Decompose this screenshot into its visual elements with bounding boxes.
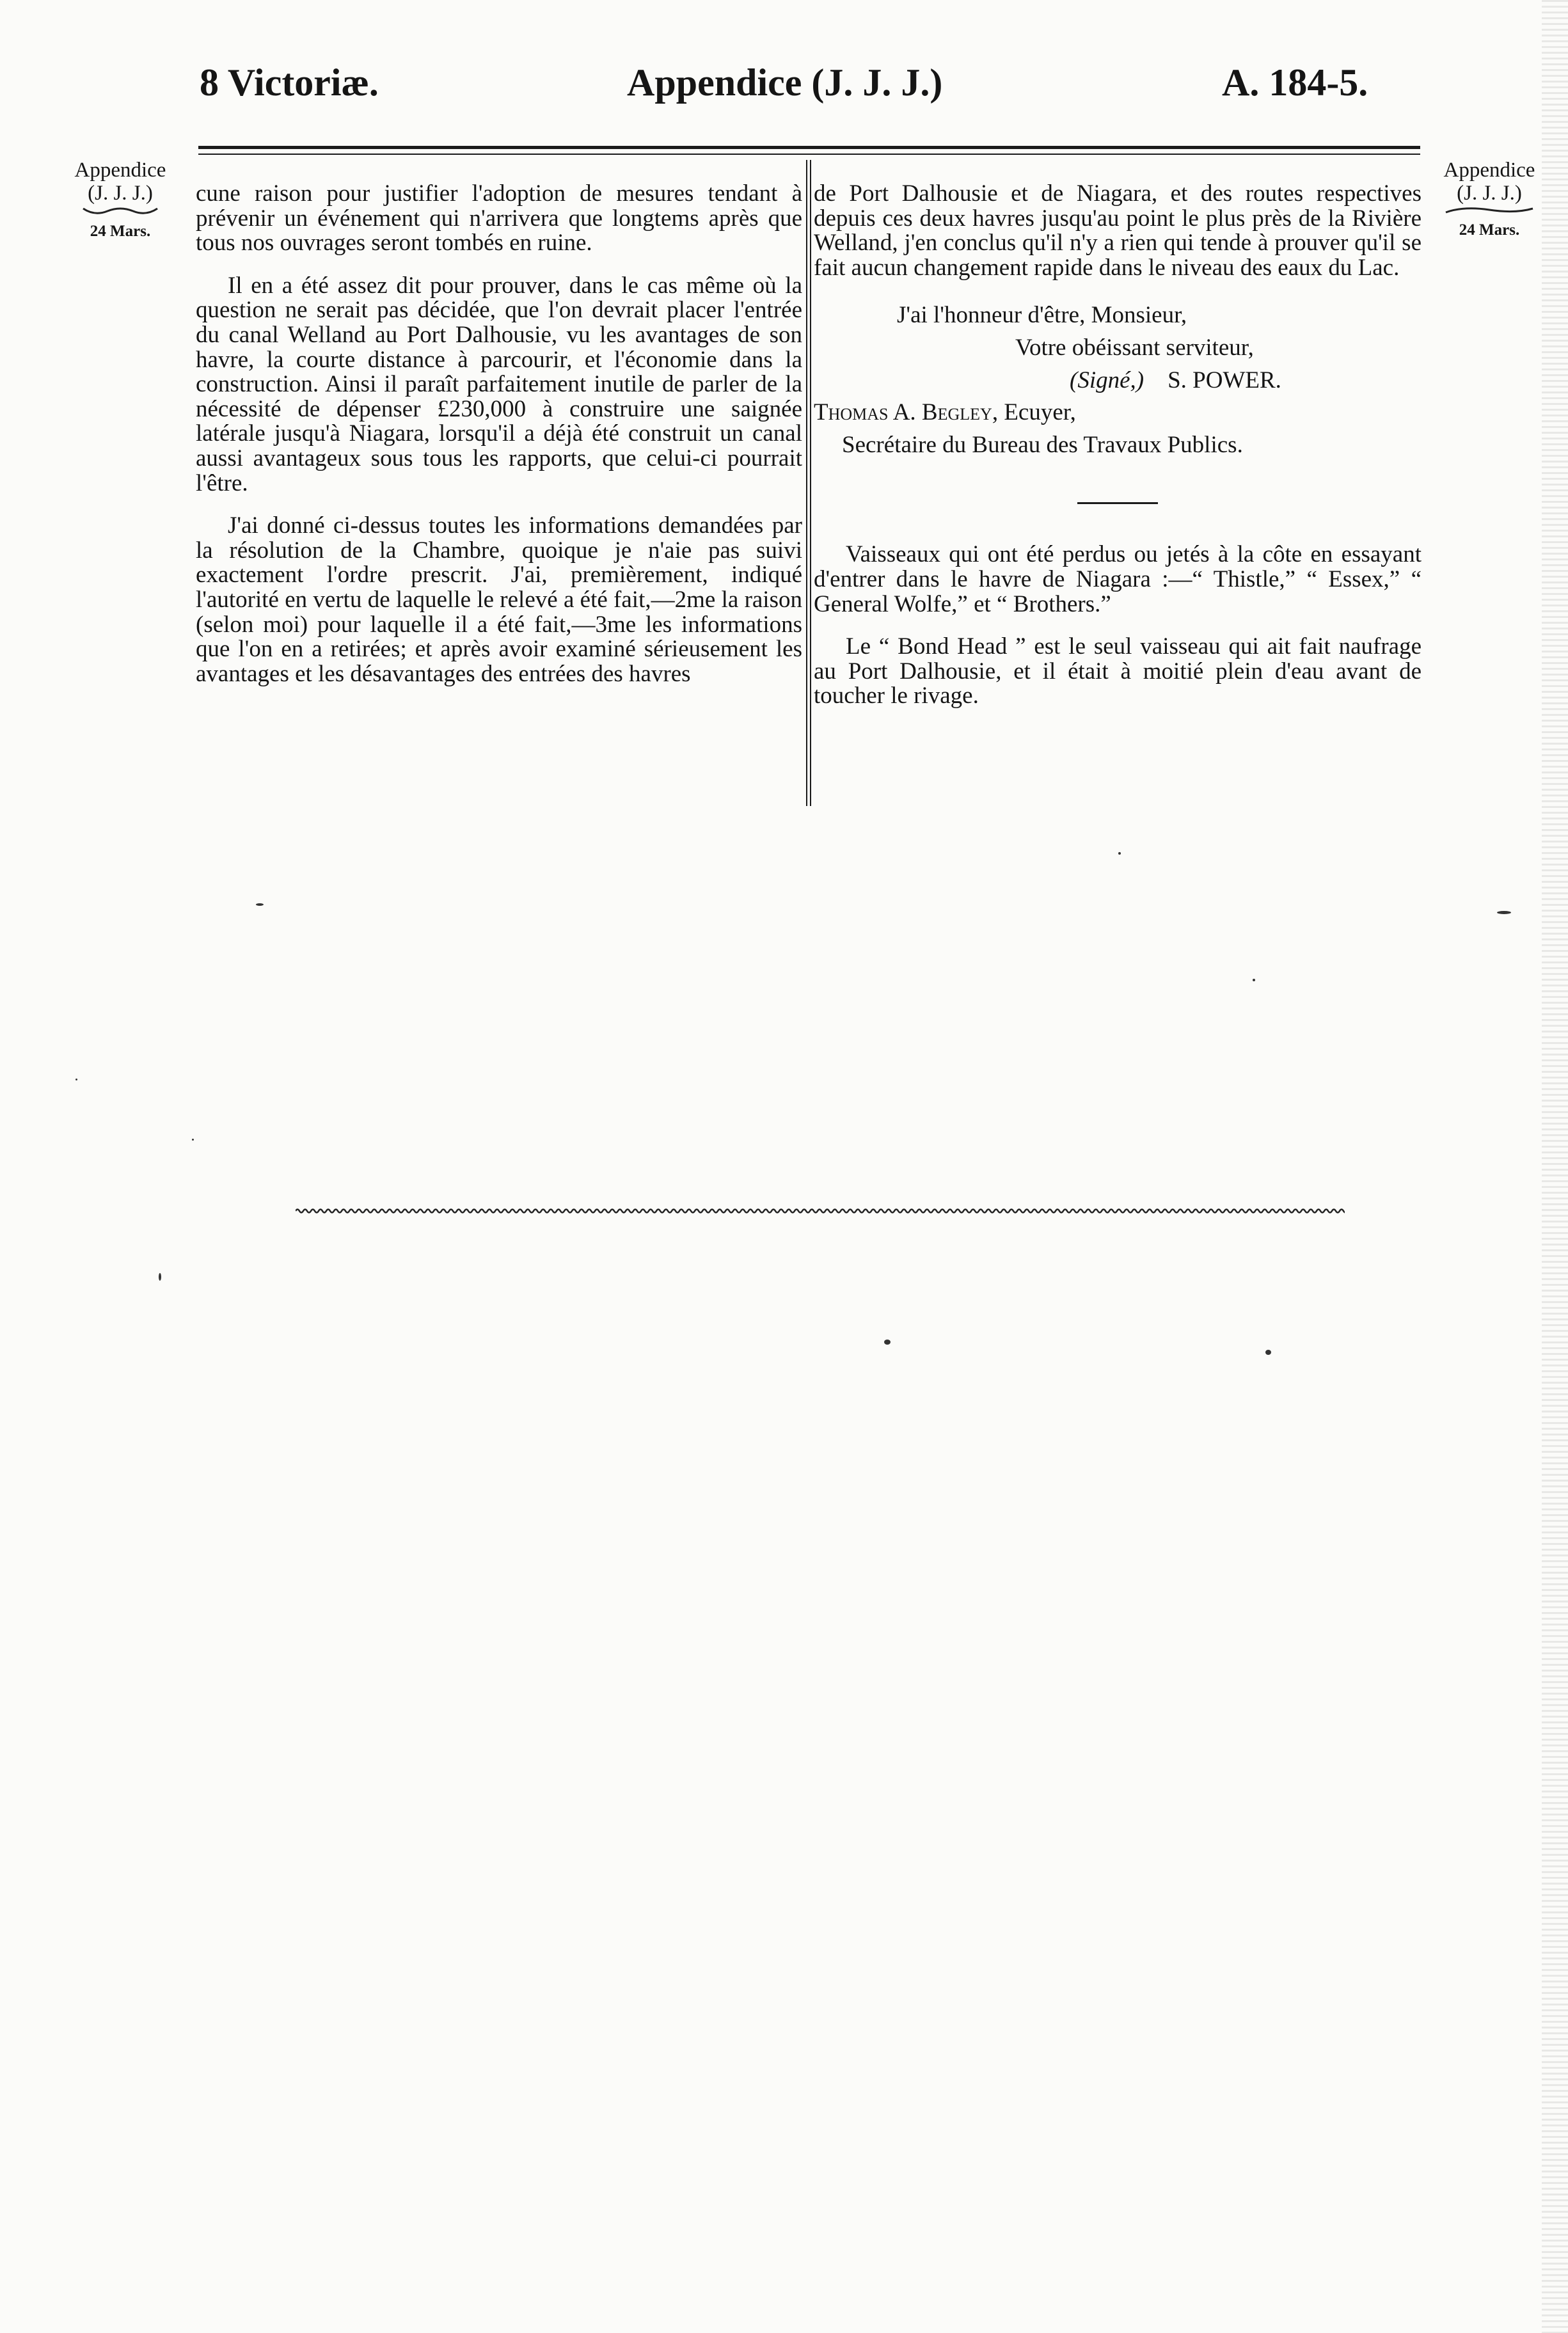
scan-speck [192, 1139, 194, 1141]
scan-speck [1497, 911, 1511, 914]
header-rule-thin [198, 154, 1420, 155]
running-head-right: A. 184-5. [1222, 61, 1368, 104]
addressee-role: Secrétaire du Bureau des Travaux Publics. [842, 431, 1243, 458]
paragraph: de Port Dalhousie et de Niagara, et des routes respectives depuis ces deux havres jusqu'au point le plus près de la Rivière Welland, j'en conclus qu'il n'y a rien qui tende à prouver qu'il se fait aucun changement rapide dans le niveau des eaux du Lac. [814, 180, 1421, 281]
section-rule [1077, 502, 1158, 504]
scan-speck [75, 1079, 77, 1080]
scan-speck [1265, 1350, 1271, 1355]
header-rule-thick [198, 146, 1420, 149]
running-head-left: 8 Victoriæ. [200, 61, 379, 104]
scan-speck [1253, 979, 1255, 981]
wavy-end-rule [296, 1206, 1345, 1215]
addressee-title: , Ecuyer, [992, 399, 1076, 426]
closing-line: J'ai l'honneur d'être, Monsieur, [897, 302, 1187, 329]
paragraph: Le “ Bond Head ” est le seul vaisseau qui ait fait naufrage au Port Dalhousie, et il était à moitié plein d'eau avant de toucher le rivage. [814, 633, 1421, 709]
margin-note-title: Appendice [74, 159, 166, 182]
paragraph: Il en a été assez dit pour prouver, dans le cas même où la question ne serait pas décidée, que l'on devrait placer l'entrée du canal Welland au Port Dalhousie, vu les avantages de son havre, la courte distance à parcourir, et l'économie dans la construction. Ainsi il paraît parfaitement inutile de parler de la nécessité de dépenser £230,000 à construire une saignée latérale jusqu'à Niagara, lorsqu'il a déjà été construit un canal aussi avantageux sous tous les rapports, que celui-ci pourrait l'être. [196, 272, 802, 496]
margin-note-ref: (J. J. J.) [88, 182, 153, 205]
servant-line: Votre obéissant serviteur, [1015, 334, 1254, 361]
scan-edge-noise [1542, 0, 1568, 2333]
addressee-name: Thomas A. Begley [814, 399, 992, 426]
scan-speck [1118, 852, 1121, 855]
margin-note-right [1425, 159, 1553, 242]
signed-mark: (Signé,) [1070, 367, 1144, 393]
left-column [196, 182, 802, 686]
swash-ornament [1445, 206, 1534, 215]
margin-note-date: 24 Mars. [1459, 221, 1520, 239]
swash-ornament [82, 206, 159, 216]
addressee-line [814, 400, 1421, 425]
scan-speck [256, 903, 264, 906]
scan-speck [884, 1340, 891, 1345]
signer-name: S. POWER. [1168, 367, 1281, 393]
signature-line [814, 368, 1421, 393]
margin-note-ref: (J. J. J.) [1457, 182, 1522, 205]
paragraph: Vaisseaux qui ont été perdus ou jetés à la côte en essayant d'entrer dans le havre de Niagara :—“ Thistle,” “ Essex,” “ General Wolfe,” et “ Brothers.” [814, 541, 1421, 617]
column-divider [810, 160, 811, 806]
right-column [814, 182, 1421, 709]
paragraph: cune raison pour justifier l'adoption de mesures tendant à prévenir un événement qui n'arrivera que longtems après que tous nos ouvrages seront tombés en ruine. [196, 180, 802, 257]
margin-note-left [56, 159, 184, 243]
margin-note-date: 24 Mars. [90, 223, 151, 240]
paragraph: J'ai donné ci-dessus toutes les informations demandées par la résolution de la Chambre, quoique je n'aie pas suivi exactement l'ordre prescrit. J'ai, premièrement, indiqué l'autorité en vertu de laquelle le relevé a été fait,—2me la raison (selon moi) pour laquelle il a été fait,—3me les informations que l'on en a retirées; et après avoir examiné sérieusement les avantages et les désavantages des entrées des havres [196, 512, 802, 687]
scan-speck [159, 1273, 161, 1281]
margin-note-title: Appendice [1443, 159, 1535, 182]
column-divider [806, 160, 807, 806]
running-head-center: Appendice (J. J. J.) [627, 61, 943, 104]
